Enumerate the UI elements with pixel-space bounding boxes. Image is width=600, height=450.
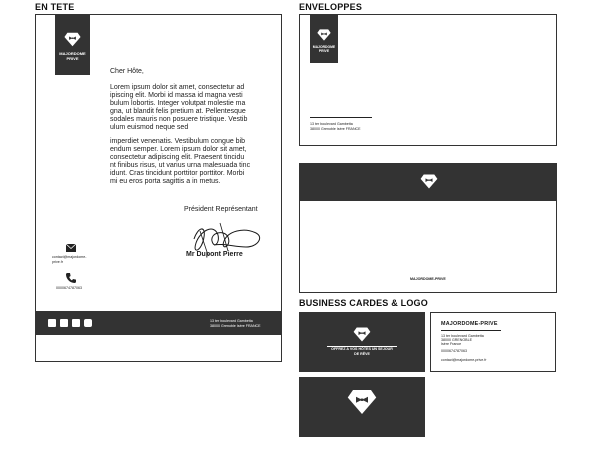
divider [310,117,372,118]
envelope-brand-name: MAJORDOME-PRIVE [410,277,446,281]
envelope-front [299,14,557,146]
diamond-bowtie-icon [64,32,81,47]
logo-card [299,377,425,437]
letter-paragraph-2 [110,138,270,186]
text-line: ulum euismod neque sed [110,124,189,131]
card-slogan-line1: OFFREZ A VOS HÔTES UN SEJOUR [331,347,393,351]
text-line: consectetur adipiscing elit. Praesent tincidu [110,154,245,161]
text-line: mi eu eros porta sagittis a in metus. [110,178,221,185]
brand-name-line2: PRIVE [318,49,330,53]
facebook-icon[interactable] [48,319,56,327]
diamond-bowtie-icon [317,29,331,41]
brand-name-line2: PRIVE [66,56,79,61]
card-slogan-line2: DE RÊVE [354,351,370,356]
card-phone: 0000674787063 [441,349,467,353]
text-line: idunt. Cras tincidunt porttitor porttitor. Morbi [110,170,245,177]
instagram-icon[interactable] [84,319,92,327]
envelope-address-line1: 13 ter boulevard Gambetta [310,122,353,126]
text-line: Lorem ipsum dolor sit amet, consectetur ad [110,84,245,91]
envelope-back [299,163,557,293]
letterhead-footer [36,311,281,335]
contact-phone: 0000674787063 [56,286,82,290]
twitter-icon[interactable] [60,319,68,327]
text-line: bulum lobortis. Integer volutpat molestie ma [110,100,246,107]
business-card-back [430,312,556,372]
text-line: ipiscing elit. Morbi id massa id magna vesti [110,92,243,99]
text-line: sodales mauris non posuere tristique. Vestib [110,116,248,123]
section-title-cards: BUSINESS CARDES & LOGO [299,298,428,308]
card-address-line3: Isère France [441,342,462,346]
section-title-envelopes: ENVELOPPES [299,2,363,12]
text-line: imperdiet venenatis. Vestibulum congue bib [110,138,246,145]
divider [441,330,501,331]
diamond-bowtie-icon [347,389,377,415]
letter-paragraph-1 [110,84,270,132]
letterhead-logo-banner [55,15,90,75]
business-card-front [299,312,425,372]
signature-role: Président Représentant [184,206,258,213]
card-address-line1: 13 ter boulevard Gambetta [441,334,484,338]
diamond-bowtie-icon [353,327,371,342]
signature-name: Mr Dupont Pierre [186,251,243,258]
text-line: nt finibus risus, ut varius urna malesuada tinc [110,162,251,169]
text-line: endum semper. Lorem ipsum dolor sit amet, [110,146,247,153]
footer-address-line2: 38000 Grenoble Isère FRANCE [210,324,261,328]
text-line: gna, ut blandit felis pretium at. Pellentesque [110,108,246,115]
envelope-logo-banner [310,15,338,63]
card-email: contact@majordome-prive.fr [441,358,487,362]
contact-email: contact@majordome-prive.fr [52,255,87,264]
linkedin-icon[interactable] [72,319,80,327]
card-address-line2: 38000 GRENOBLE [441,338,472,342]
phone-icon [66,273,76,283]
brand-name-line1: MAJORDOME [312,45,336,49]
envelope-flap [300,164,556,201]
card-brand-name: MAJORDOME-PRIVE [441,321,498,327]
footer-address-line1: 13 ter boulevard Gambetta [210,319,253,323]
brand-name-line1: MAJORDOME [59,51,86,56]
envelope-address-line2: 38000 Grenoble Isère FRANCE [310,127,361,131]
diamond-bowtie-icon [420,174,438,189]
letterhead-page [35,14,282,362]
envelope-mail-icon [66,244,76,252]
letter-greeting: Cher Hôte, [110,68,144,75]
section-title-letterhead: EN TETE [35,2,75,12]
